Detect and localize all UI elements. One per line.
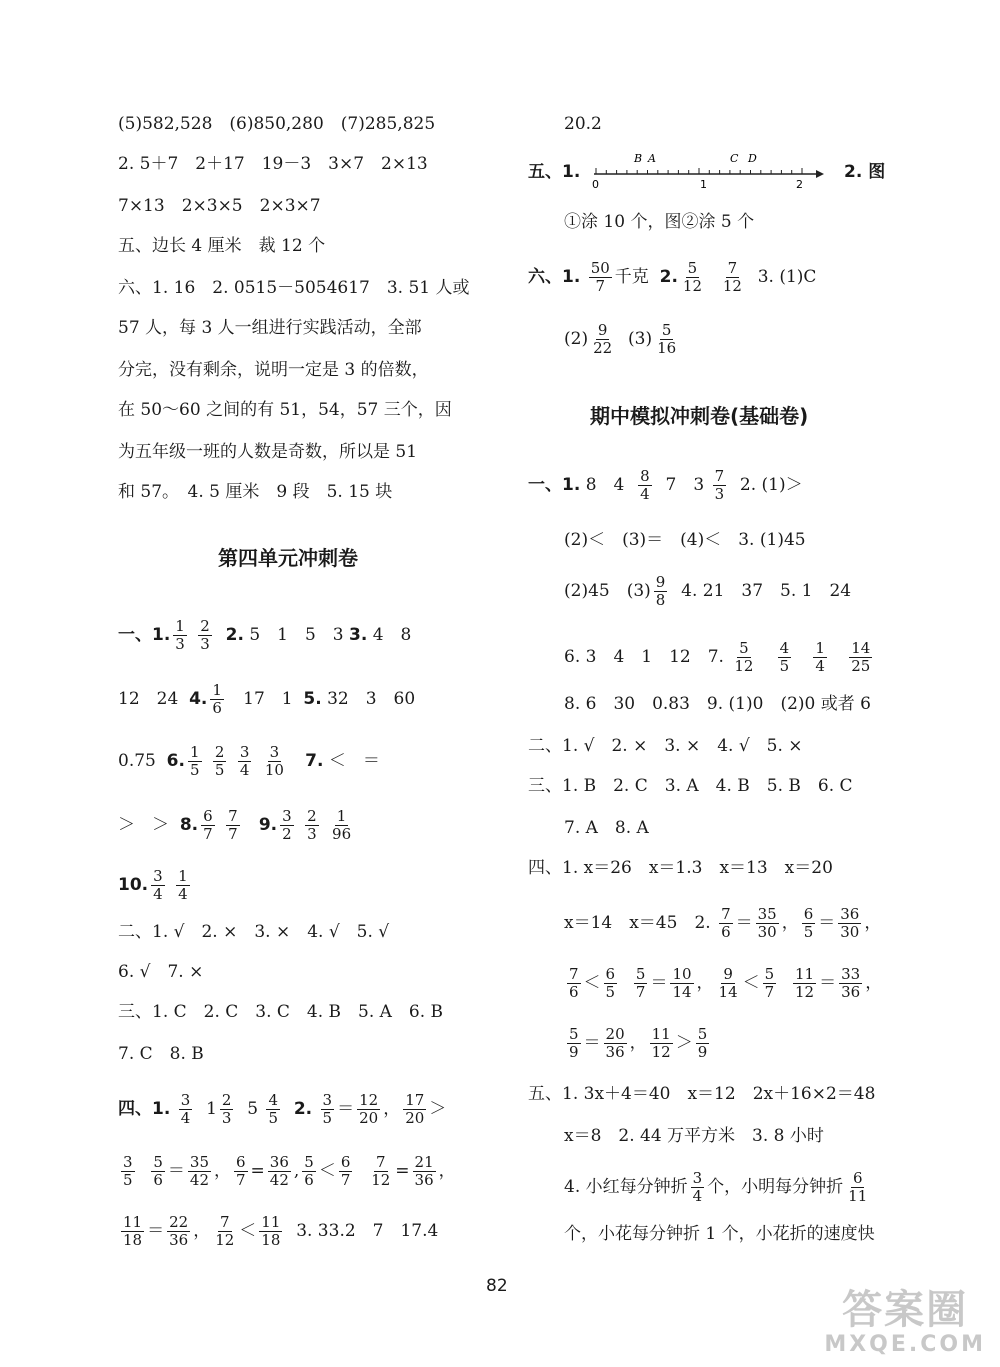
answer-line: 6. √ 7. × <box>118 962 204 982</box>
fraction: $\frac{1}{3}$ <box>175 617 185 653</box>
answer-line: 7×13 2×3×5 2×3×7 <box>118 196 321 216</box>
fraction: $\frac{1}{5}$ <box>189 743 200 779</box>
answer-line: 五、1. 3x＋4＝40 x＝12 2x＋16×2＝48 <box>528 1084 876 1104</box>
answer-line: 二、1. √ 2. × 3. × 4. √ 5. × <box>528 736 803 756</box>
fraction: $\frac{1}{6}$ <box>212 681 222 717</box>
answer-line: 0.75 6. $\frac{1}{5}$ $\frac{2}{5}$ $\frac{3}{4}$ $\frac{3}{10}$ 7. ＜ ＝ <box>118 743 380 779</box>
answer-line: 和 57。 4. 5 厘米 9 段 5. 15 块 <box>118 482 393 502</box>
answer-line: 为五年级一班的人数是奇数，所以是 51 <box>118 442 418 462</box>
answer-line: 8. 6 30 0.83 9. (1)0 (2)0 或者 6 <box>564 694 871 714</box>
answer-line: 2. 图 <box>844 162 886 182</box>
fraction: $\frac{2}{5}$ <box>214 743 225 779</box>
answer-line: 10. $\frac{3}{4}$ $\frac{1}{4}$ <box>118 867 188 903</box>
answer-line: 12 24 4. $\frac{1}{6}$ 17 1 5. 32 3 60 <box>118 681 416 717</box>
answer-line: ①涂 10 个，图②涂 5 个 <box>564 212 755 232</box>
fraction: $\frac{3}{4}$ <box>153 867 163 903</box>
answer-line: (2) $\frac{9}{22}$ (3) $\frac{5}{16}$ <box>564 321 677 357</box>
fraction: $\frac{1}{4}$ <box>178 867 188 903</box>
answer-line: 7. C 8. B <box>118 1044 204 1064</box>
answer-line: x＝14 x＝45 2. $\frac{7}{6}$ ＝ $\frac{35}{30}$ ， $\frac{6}{5}$ ＝ $\frac{36}{30}$ ， <box>564 905 882 941</box>
answer-line: 在 50～60 之间的有 51，54，57 三个，因 <box>118 400 452 420</box>
answer-line: 三、1. B 2. C 3. A 4. B 5. B 6. C <box>528 776 853 796</box>
answer-line: 三、1. C 2. C 3. C 4. B 5. A 6. B <box>118 1002 444 1022</box>
answer-line: 个，小花每分钟折 1 个，小花折的速度快 <box>564 1224 875 1244</box>
answer-line: (2)＜ (3)＝ (4)＜ 3. (1)45 <box>564 530 806 550</box>
fraction: $\frac{2}{3}$ <box>200 617 210 653</box>
fraction: $\frac{6}{7}$ <box>203 807 213 843</box>
fraction: $\frac{2}{3}$ <box>307 807 317 843</box>
answer-line: x＝8 2. 44 万平方米 3. 8 小时 <box>564 1126 824 1146</box>
nl-tick-1: 1 <box>700 178 707 190</box>
fraction: $\frac{3}{2}$ <box>282 807 292 843</box>
nl-tick-2: 2 <box>796 178 803 190</box>
answer-line: $\frac{7}{6}$ ＜ $\frac{6}{5}$ $\frac{5}{7}$ ＝ $\frac{10}{14}$ ， $\frac{9}{14}$ ＜ $\frac{5}{7}$ $\frac{11}{12}$ ＝ $\frac{33}{36}$ ， <box>569 965 883 1001</box>
section-heading: 第四单元冲刺卷 <box>218 546 358 570</box>
nl-label-d: D <box>748 152 757 165</box>
answer-line: (5)582,528 (6)850,280 (7)285,825 <box>118 114 436 134</box>
answer-line: $\frac{11}{18}$ ＝ $\frac{22}{36}$ ， $\frac{7}{12}$ ＜ $\frac{11}{18}$ 3. 33.2 7 17.4 <box>123 1213 439 1249</box>
answer-line: 六、1. 16 2. 0515－5054617 3. 51 人或 <box>118 278 470 298</box>
answer-line: 4. 小红每分钟折 $\frac{3}{4}$ 个，小明每分钟折 $\frac{6}{11}$ <box>564 1169 868 1205</box>
answer-line: 6. 3 4 1 12 7. $\frac{5}{12}$ $\frac{4}{5}$ $\frac{1}{4}$ $\frac{14}{25}$ <box>564 639 871 675</box>
fraction: $\frac{7}{7}$ <box>228 807 238 843</box>
answer-line: 四、1. x＝26 x＝1.3 x＝13 x＝20 <box>528 858 833 878</box>
nl-label-c: C <box>730 152 739 165</box>
fraction: $\frac{3}{4}$ <box>239 743 250 779</box>
answer-line: 六、1. $\frac{50}{7}$ 千克 2. $\frac{5}{12}$ $\frac{7}{12}$ 3. (1)C <box>528 259 817 295</box>
section-heading: 期中模拟冲刺卷(基础卷) <box>590 404 809 428</box>
nl-label-b: B <box>634 152 643 165</box>
watermark-logo: 答案圈 MXQE.COM <box>824 1287 986 1357</box>
nl-tick-0: 0 <box>592 178 599 190</box>
answer-line: 一、1. 8 4 $\frac{8}{4}$ 7 3 $\frac{7}{3}$ 2. (1)＞ <box>528 467 803 503</box>
answer-line: 57 人，每 3 人一组进行实践活动，全部 <box>118 318 422 338</box>
answer-line: 五、1. <box>528 162 581 182</box>
fraction: $\frac{1}{96}$ <box>332 807 352 843</box>
answer-line: 一、1. $\frac{1}{3}$ $\frac{2}{3}$ 2. 5 1 5 3 3. 4 8 <box>118 617 412 653</box>
fraction: $\frac{3}{10}$ <box>264 743 284 779</box>
answer-line: 分完，没有剩余，说明一定是 3 的倍数， <box>118 360 429 380</box>
answer-line: 2. 5＋7 2＋17 19－3 3×7 2×13 <box>118 154 428 174</box>
answer-line: 20.2 <box>564 114 602 134</box>
answer-line: 五、边长 4 厘米 裁 12 个 <box>118 236 326 256</box>
page-number: 82 <box>486 1276 508 1296</box>
answer-line: (2)45 (3) $\frac{9}{8}$ 4. 21 37 5. 1 24 <box>564 573 852 609</box>
nl-label-a: A <box>648 152 656 165</box>
number-line-figure <box>588 150 828 190</box>
answer-line: ＞ ＞ 8. $\frac{6}{7}$ $\frac{7}{7}$ 9. $\frac{3}{2}$ $\frac{2}{3}$ $\frac{1}{96}$ <box>118 807 352 843</box>
answer-line: $\frac{5}{9}$ ＝ $\frac{20}{36}$ ， $\frac{11}{12}$ ＞ $\frac{5}{9}$ <box>569 1025 708 1061</box>
answer-line: 二、1. √ 2. × 3. × 4. √ 5. √ <box>118 922 390 942</box>
answer-line: $\frac{3}{5}$ $\frac{5}{6}$ ＝ $\frac{35}{42}$ ， $\frac{6}{7}$ = $\frac{36}{42}$ , $\frac{5}{6}$ ＜ $\frac{6}{7}$ $\frac{7}{12}$ = $\frac{21}{36}$ ， <box>123 1153 456 1189</box>
answer-line: 四、1. $\frac{3}{4}$ 1 $\frac{2}{3}$ 5 $\frac{4}{5}$ 2. $\frac{3}{5}$ ＝ $\frac{12}{20}$ ， $\frac{17}{20}$ ＞ <box>118 1091 447 1127</box>
answer-line: 7. A 8. A <box>564 818 649 838</box>
